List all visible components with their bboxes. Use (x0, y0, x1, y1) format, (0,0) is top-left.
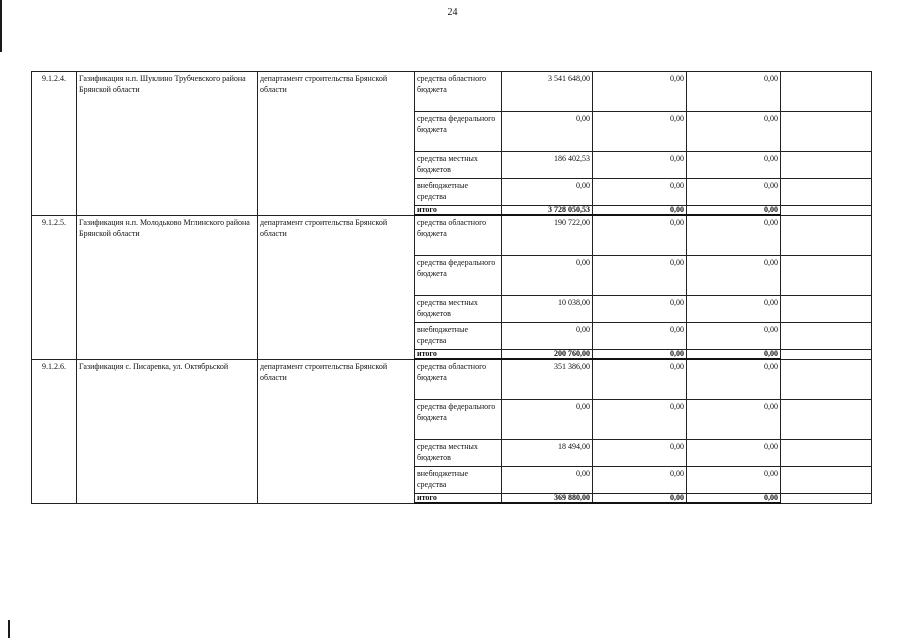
funding-source: средства федерального бюджета (415, 400, 502, 440)
amount-year-3: 0,00 (687, 323, 781, 350)
amount-year-3: 0,00 (687, 400, 781, 440)
amount-year-1: 0,00 (502, 400, 593, 440)
budget-table-body (32, 72, 872, 504)
amount-year-1: 10 038,00 (502, 296, 593, 323)
funding-source: внебюджетные средства (415, 467, 502, 494)
page-number: 24 (447, 7, 458, 18)
amount-year-1: 0,00 (502, 179, 593, 206)
funding-source: средства местных бюджетов (415, 440, 502, 467)
amount-year-2: 0,00 (593, 152, 687, 179)
funding-row (32, 72, 872, 112)
amount-year-2: 0,00 (593, 112, 687, 152)
amount-year-3: 0,00 (687, 359, 781, 400)
amount-year-2: 0,00 (593, 206, 687, 216)
project-name: Газификация н.п. Шуклино Трубчевского района Брянской области (77, 72, 258, 216)
responsible-department: департамент строительства Брянской области (258, 215, 415, 359)
empty-cell (781, 179, 872, 206)
amount-year-1: 0,00 (502, 112, 593, 152)
amount-year-2: 0,00 (593, 215, 687, 256)
funding-source: средства местных бюджетов (415, 152, 502, 179)
empty-cell (781, 400, 872, 440)
amount-year-2: 0,00 (593, 467, 687, 494)
amount-year-2: 0,00 (593, 72, 687, 112)
empty-cell (781, 494, 872, 504)
responsible-department: департамент строительства Брянской области (258, 72, 415, 216)
funding-source: внебюджетные средства (415, 323, 502, 350)
amount-year-3: 0,00 (687, 215, 781, 256)
amount-year-2: 0,00 (593, 494, 687, 504)
amount-year-1: 3 541 648,00 (502, 72, 593, 112)
amount-year-2: 0,00 (593, 440, 687, 467)
amount-year-1: 186 402,53 (502, 152, 593, 179)
empty-cell (781, 256, 872, 296)
amount-year-2: 0,00 (593, 179, 687, 206)
amount-year-3: 0,00 (687, 206, 781, 216)
funding-row (32, 215, 872, 256)
project-code: 9.1.2.5. (32, 215, 77, 359)
amount-year-1: 190 722,00 (502, 215, 593, 256)
funding-source: средства областного бюджета (415, 72, 502, 112)
responsible-department: департамент строительства Брянской области (258, 359, 415, 503)
empty-cell (781, 152, 872, 179)
funding-source: средства областного бюджета (415, 359, 502, 400)
empty-cell (781, 206, 872, 216)
project-code: 9.1.2.6. (32, 359, 77, 503)
empty-cell (781, 112, 872, 152)
amount-year-2: 0,00 (593, 359, 687, 400)
empty-cell (781, 215, 872, 256)
funding-source: итого (415, 350, 502, 360)
funding-row (32, 359, 872, 400)
empty-cell (781, 72, 872, 112)
amount-year-1: 0,00 (502, 323, 593, 350)
amount-year-1: 351 386,00 (502, 359, 593, 400)
amount-year-2: 0,00 (593, 256, 687, 296)
amount-year-2: 0,00 (593, 350, 687, 360)
amount-year-3: 0,00 (687, 350, 781, 360)
amount-year-3: 0,00 (687, 494, 781, 504)
amount-year-3: 0,00 (687, 152, 781, 179)
empty-cell (781, 440, 872, 467)
amount-year-1: 0,00 (502, 256, 593, 296)
amount-year-2: 0,00 (593, 400, 687, 440)
empty-cell (781, 467, 872, 494)
amount-year-1: 3 728 050,53 (502, 206, 593, 216)
empty-cell (781, 359, 872, 400)
funding-source: средства федерального бюджета (415, 256, 502, 296)
amount-year-3: 0,00 (687, 296, 781, 323)
project-name: Газификация н.п. Молодьково Мглинского района Брянской области (77, 215, 258, 359)
amount-year-3: 0,00 (687, 256, 781, 296)
amount-year-3: 0,00 (687, 467, 781, 494)
budget-table (31, 71, 872, 504)
amount-year-2: 0,00 (593, 323, 687, 350)
funding-source: итого (415, 494, 502, 504)
amount-year-1: 18 494,00 (502, 440, 593, 467)
amount-year-1: 200 760,00 (502, 350, 593, 360)
amount-year-3: 0,00 (687, 179, 781, 206)
project-code: 9.1.2.4. (32, 72, 77, 216)
funding-source: средства областного бюджета (415, 215, 502, 256)
funding-source: итого (415, 206, 502, 216)
amount-year-1: 369 880,00 (502, 494, 593, 504)
funding-source: средства местных бюджетов (415, 296, 502, 323)
funding-source: внебюджетные средства (415, 179, 502, 206)
empty-cell (781, 350, 872, 360)
funding-source: средства федерального бюджета (415, 112, 502, 152)
scan-edge-mark-bottom (8, 620, 10, 638)
amount-year-3: 0,00 (687, 72, 781, 112)
amount-year-3: 0,00 (687, 440, 781, 467)
empty-cell (781, 323, 872, 350)
project-name: Газификация с. Писаревка, ул. Октябрьской (77, 359, 258, 503)
amount-year-3: 0,00 (687, 112, 781, 152)
amount-year-1: 0,00 (502, 467, 593, 494)
amount-year-2: 0,00 (593, 296, 687, 323)
empty-cell (781, 296, 872, 323)
